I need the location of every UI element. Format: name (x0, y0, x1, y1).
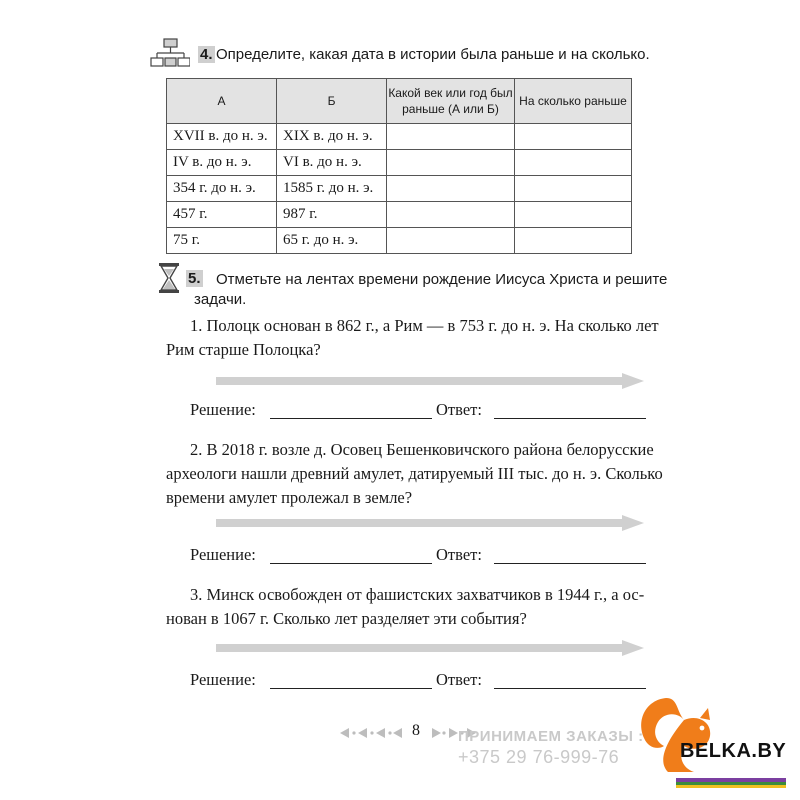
answer-label: Ответ: (436, 400, 482, 419)
problem-line: Рим старше Полоцка? (166, 340, 321, 359)
task-4-number: 4. (200, 46, 213, 63)
solution-input[interactable] (270, 688, 432, 689)
problem-3-text (166, 583, 666, 631)
column-header-b: Б (277, 79, 387, 124)
flowchart-icon (150, 38, 190, 70)
task-5-instruction-line1: Отметьте на лентах времени рождение Иисуса Христа и решите (216, 271, 668, 288)
task-5-instruction-line2: задачи. (194, 291, 247, 308)
cell-earlier-input[interactable] (387, 202, 515, 228)
solution-input[interactable] (270, 563, 432, 564)
timeline-arrow-3 (216, 640, 644, 656)
answer-input[interactable] (494, 418, 646, 419)
problem-line: 1. Полоцк основан в 862 г., а Рим — в 753 г. до н. э. На сколько лет (190, 316, 659, 335)
left-ornament-icon (340, 728, 402, 738)
answer-input[interactable] (494, 563, 646, 564)
brand-logo-text: BELKA.BY (680, 740, 787, 762)
solution-label: Решение: (190, 400, 256, 419)
column-header-earlier: Какой век или год был раньше (А или Б) (387, 79, 515, 124)
answer-input[interactable] (494, 688, 646, 689)
timeline-arrow-1 (216, 373, 644, 389)
cell-difference-input[interactable] (515, 228, 632, 254)
column-header-difference: На сколько раньше (515, 79, 632, 124)
task-5-number: 5. (188, 270, 201, 287)
promo-watermark (458, 728, 644, 768)
table-header-row (167, 79, 632, 124)
cell-earlier-input[interactable] (387, 150, 515, 176)
promo-line-1: ПРИНИМАЕМ ЗАКАЗЫ : (458, 728, 644, 745)
cell-date-b: VI в. до н. э. (277, 150, 387, 176)
cell-date-a: IV в. до н. э. (167, 150, 277, 176)
cell-date-a: XVII в. до н. э. (167, 124, 277, 150)
solution-label: Решение: (190, 670, 256, 689)
problem-line: 3. Минск освобожден от фашистских захватчиков в 1944 г., а ос- (190, 585, 645, 604)
cell-earlier-input[interactable] (387, 228, 515, 254)
problem-line: археологи нашли древний амулет, датируемый III тыс. до н. э. Сколько (166, 464, 663, 483)
cell-earlier-input[interactable] (387, 176, 515, 202)
table-row (167, 124, 632, 150)
task-4-instruction: Определите, какая дата в истории была раньше и на сколько. (216, 46, 650, 63)
cell-difference-input[interactable] (515, 202, 632, 228)
cell-date-a: 75 г. (167, 228, 277, 254)
dates-table (166, 78, 632, 254)
cell-earlier-input[interactable] (387, 124, 515, 150)
table-row (167, 228, 632, 254)
task-5-instruction (194, 270, 671, 310)
cell-difference-input[interactable] (515, 124, 632, 150)
problem-line: нован в 1067 г. Сколько лет разделяет эти события? (166, 609, 527, 628)
problem-line: времени амулет пролежал в земле? (166, 488, 413, 507)
cell-date-b: XIX в. до н. э. (277, 124, 387, 150)
answer-label: Ответ: (436, 670, 482, 689)
table-row (167, 202, 632, 228)
cell-date-a: 457 г. (167, 202, 277, 228)
cell-date-b: 987 г. (277, 202, 387, 228)
problem-2-text (166, 438, 666, 510)
cell-difference-input[interactable] (515, 150, 632, 176)
task-5-header (158, 262, 678, 312)
page-number: 8 (412, 722, 420, 739)
problem-line: 2. В 2018 г. возле д. Осовец Бешенковичского района белорусские (190, 440, 654, 459)
table-row (167, 176, 632, 202)
solution-label: Решение: (190, 545, 256, 564)
answer-label: Ответ: (436, 545, 482, 564)
cell-difference-input[interactable] (515, 176, 632, 202)
problem-1-text (166, 314, 666, 362)
promo-phone: +375 29 76-999-76 (458, 747, 620, 767)
cell-date-b: 65 г. до н. э. (277, 228, 387, 254)
cell-date-b: 1585 г. до н. э. (277, 176, 387, 202)
solution-input[interactable] (270, 418, 432, 419)
timeline-arrow-2 (216, 515, 644, 531)
task-4-header (150, 38, 670, 78)
cell-date-a: 354 г. до н. э. (167, 176, 277, 202)
hourglass-icon (158, 262, 180, 294)
table-row (167, 150, 632, 176)
column-header-a: А (167, 79, 277, 124)
